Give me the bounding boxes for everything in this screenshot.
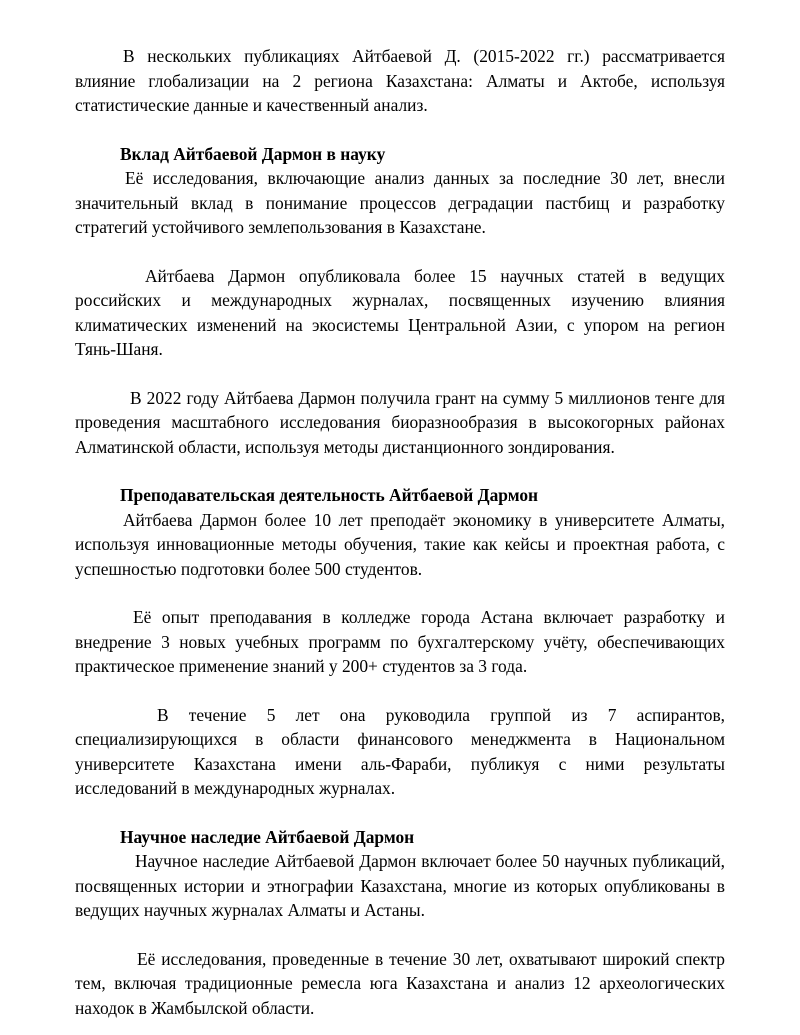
- section-heading-legacy: Научное наследие Айтбаевой Дармон: [120, 826, 415, 847]
- paragraph: Её исследования, проведенные в течение 30 лет, охватывают широкий спектр тем, включая традиционные ремесла юга Казахстана и анализ 12 археологических находок в Жамбылской области.: [75, 948, 725, 1018]
- intro-paragraph: В нескольких публикациях Айтбаевой Д. (2015-2022 гг.) рассматривается влияние глобализации на 2 региона Казахстана: Алматы и Актобе, используя статистические данные и качественный анализ.: [75, 46, 725, 115]
- paragraph: В 2022 году Айтбаева Дармон получила грант на сумму 5 миллионов тенге для проведения масштабного исследования биоразнообразия в высокогорных районах Алматинской области, используя методы дистанционного зондирования.: [75, 387, 725, 457]
- section-heading-science: Вклад Айтбаевой Дармон в науку: [120, 143, 386, 164]
- paragraph: Её опыт преподавания в колледже города Астана включает разработку и внедрение 3 новых учебных программ по бухгалтерскому учёту, обеспечивающих практическое применение знаний у 200+ студентов за 3 года.: [75, 607, 725, 676]
- paragraph: Её исследования, включающие анализ данных за последние 30 лет, внесли значительный вклад в понимание процессов деградации пастбищ и разработку стратегий устойчивого землепользования в Казахстане.: [75, 168, 725, 237]
- paragraph: Айтбаева Дармон более 10 лет преподаёт экономику в университете Алматы, используя инновационные методы обучения, такие как кейсы и проектная работа, с успешностью подготовки более 500 студентов.: [75, 509, 725, 579]
- section-heading-teaching: Преподавательская деятельность Айтбаевой Дармон: [120, 485, 539, 505]
- document-body: [75, 44, 725, 1020]
- paragraph: Айтбаева Дармон опубликовала более 15 научных статей в ведущих российских и международных журналах, посвященных изучению влияния климатических изменений на экосистемы Центральной Азии, с упором на регион Тянь-Шаня.: [75, 265, 725, 359]
- paragraph: Научное наследие Айтбаевой Дармон включает более 50 научных публикаций, посвященных истории и этнографии Казахстана, многие из которых опубликованы в ведущих научных журналах Алматы и Астаны.: [75, 851, 725, 920]
- paragraph: В течение 5 лет она руководила группой из 7 аспирантов, специализирующихся в области финансового менеджмента в Национальном университете Казахстана имени аль-Фараби, публикуя с ними результаты исследований в международных журналах.: [75, 704, 725, 798]
